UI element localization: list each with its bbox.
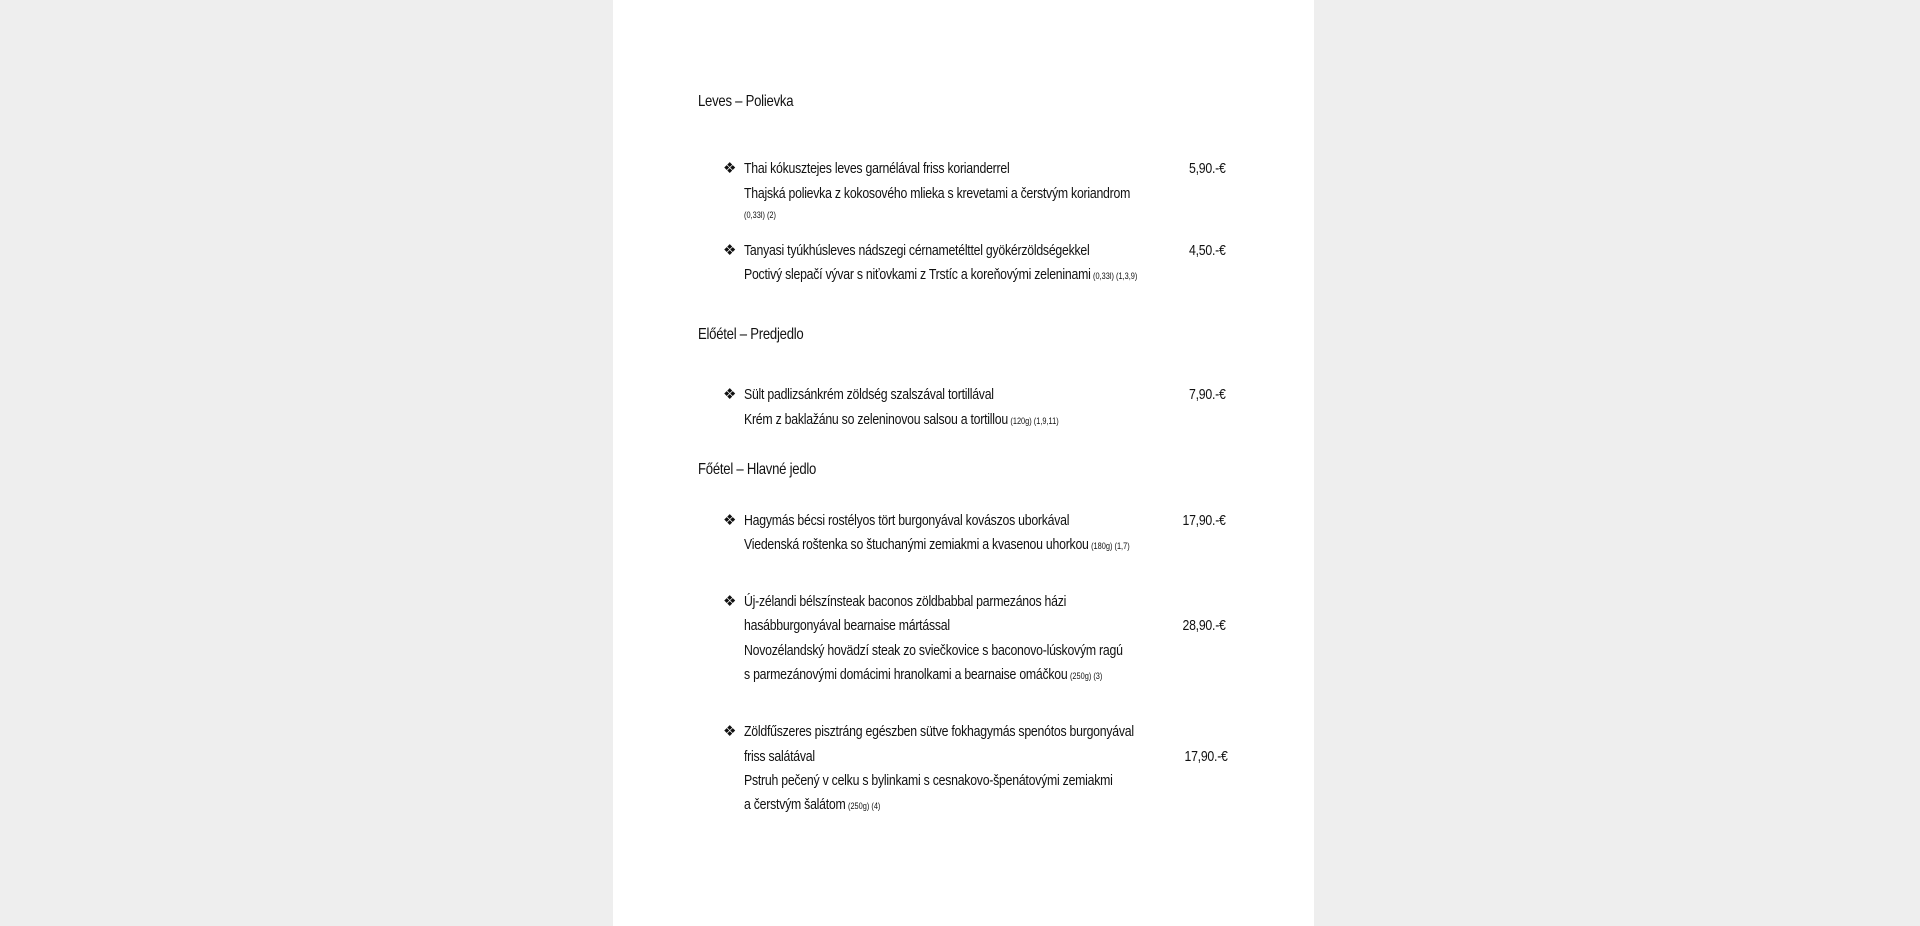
item-allergens: (250g) (3) (1069, 671, 1103, 681)
item-name-sk: Thajská polievka z kokosového mlieka s krevetami a čerstvým koriandrom (744, 185, 1131, 202)
item-name-sk: Pstruh pečený v celku s bylinkami s cesnakovo-špenátovými zemiakmi (744, 772, 1113, 789)
item-allergens: (0,33l) (1,3,9) (1093, 271, 1138, 281)
four-petal-diamond-icon: ❖ (723, 592, 737, 610)
item-name-hu: Új-zélandi bélszínsteak baconos zöldbabbal parmezános házi (744, 593, 1067, 610)
item-name-sk-text: Poctivý slepačí vývar s niťovkami z Trstíc a koreňovými zeleninami (744, 266, 1091, 283)
item-name-sk (744, 535, 1130, 556)
item-name-hu-line2: hasábburgonyával bearnaise mártással (744, 617, 950, 634)
four-petal-diamond-icon: ❖ (723, 511, 737, 529)
section-title: Leves – Polievka (698, 93, 794, 110)
item-name-hu: Tanyasi tyúkhúsleves nádszegi cérnametélttel gyökérzöldségekkel (744, 242, 1090, 259)
item-name-sk-line2 (744, 665, 1102, 686)
item-allergens: (0,33l) (2) (744, 210, 776, 220)
item-name-sk (744, 265, 1137, 286)
four-petal-diamond-icon: ❖ (723, 722, 737, 740)
menu-page (613, 0, 1314, 926)
item-price: 7,90.-€ (1189, 386, 1226, 403)
item-price: 5,90.-€ (1189, 160, 1226, 177)
four-petal-diamond-icon: ❖ (723, 385, 737, 403)
item-name-hu-line2: friss salátával (744, 748, 815, 765)
four-petal-diamond-icon: ❖ (723, 159, 737, 177)
item-price: 4,50.-€ (1189, 242, 1226, 259)
section-title: Előétel – Predjedlo (698, 326, 804, 343)
item-name-hu: Hagymás bécsi rostélyos tört burgonyával kovászos uborkával (744, 512, 1070, 529)
item-name-hu: Zöldfűszeres pisztráng egészben sütve fokhagymás spenótos burgonyával (744, 723, 1134, 740)
four-petal-diamond-icon: ❖ (723, 241, 737, 259)
section-title: Főétel – Hlavné jedlo (698, 461, 817, 478)
item-allergens: (120g) (1,9,11) (1010, 416, 1059, 426)
item-name-sk-text: a čerstvým šalátom (744, 796, 846, 813)
item-price: 17,90.-€ (1184, 748, 1228, 765)
item-name-hu: Thai kókusztejes leves garnélával friss korianderrel (744, 160, 1010, 177)
item-price: 17,90.-€ (1182, 512, 1226, 529)
item-name-sk-text: s parmezánovými domácimi hranolkami a bearnaise omáčkou (744, 666, 1068, 683)
item-name-hu: Sült padlizsánkrém zöldség szalszával tortillával (744, 386, 994, 403)
item-name-sk-text: Viedenská roštenka so štuchanými zemiakmi a kvasenou uhorkou (744, 536, 1089, 553)
item-name-sk: Novozélandský hovädzí steak zo sviečkovice s baconovo-lúskovým ragú (744, 642, 1123, 659)
item-allergens: (250g) (4) (847, 801, 881, 811)
item-price: 28,90.-€ (1182, 617, 1226, 634)
item-name-sk (744, 410, 1059, 431)
item-allergens: (180g) (1,7) (1091, 541, 1130, 551)
item-name-sk-line2 (744, 795, 880, 816)
item-name-sk-text: Krém z baklažánu so zeleninovou salsou a tortillou (744, 411, 1008, 428)
